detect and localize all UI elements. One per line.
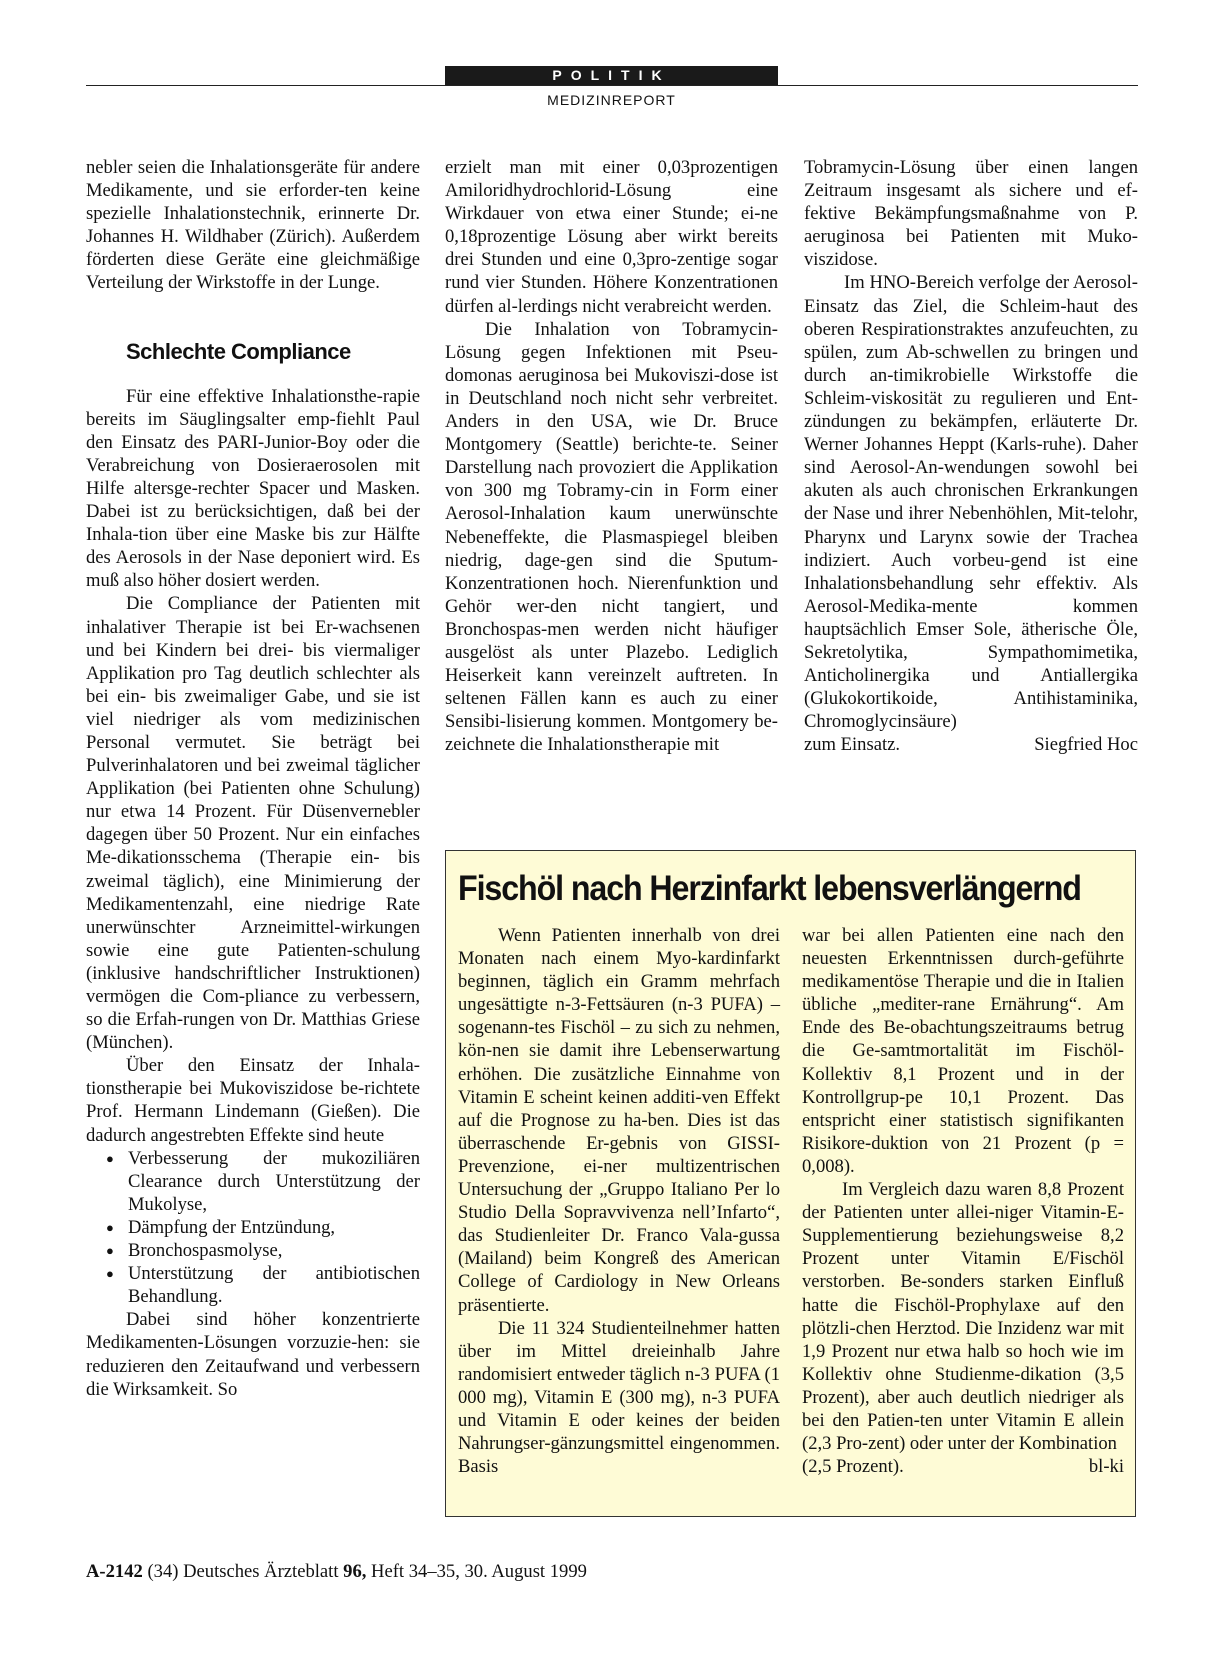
column-2 bbox=[445, 156, 778, 756]
bullet-item: ● Bronchospasmolyse, bbox=[86, 1239, 420, 1262]
column-3 bbox=[804, 156, 1138, 756]
paragraph-end: (2,5 Prozent). bbox=[802, 1456, 904, 1478]
volume-number: 96, bbox=[343, 1561, 367, 1582]
column-1 bbox=[86, 156, 420, 1401]
section-label: POLITIK bbox=[445, 66, 778, 85]
paragraph: Die Compliance der Patienten mit inhalativer Therapie ist bei Er-wachsenen und bei Kindern bei drei- bis viermaliger Applikation pro Tag deutlich schlechter als bei ein- bis zweimaliger Gabe, und sie ist viel niedriger als vom medizinischen Personal vermutet. Sie beträgt bei Pulverinhalatoren und bei zweimal täglicher Applikation (bei Patienten ohne Schulung) nur etwa 14 Prozent. Für Düsenvernebler dagegen über 50 Prozent. Nur ein einfaches Me-dikationsschema (Therapie ein- bis zweimal täglich), eine Minimierung der Medikamentenzahl, eine niedrige Rate unerwünschter Arzneimittel-wirkungen sowie eine gute Patienten-schulung (inklusive handschriftlicher Instruktionen) vermögen die Com-pliance zu verbessern, so die Erfah-rungen von Dr. Matthias Griese (München). bbox=[86, 593, 420, 1054]
header-rule bbox=[86, 85, 1138, 86]
author-signature: bl-ki bbox=[1088, 1456, 1124, 1478]
paragraph: Über den Einsatz der Inhala-tionstherapie bei Mukoviszidose be-richtete Prof. Hermann Lindemann (Gießen). Die dadurch angestrebten Effekte sind heute bbox=[86, 1055, 420, 1146]
page-number: A-2142 bbox=[86, 1561, 143, 1582]
paragraph: war bei allen Patienten eine nach den neuesten Erkenntnissen durch-geführte medikamentöse Therapie und die in Italien übliche „mediter-rane Ernährung“. Am Ende des Be-obachtungszeitraums betrug die Ge-samtmortalität im Fischöl-Kollektiv 8,1 Prozent und in der Kontrollgrup-pe 10,1 Prozent. Das entspricht einer statistisch signifikanten Risikore-duktion von 21 Prozent (p = 0,008). bbox=[802, 925, 1124, 1177]
page-footer bbox=[86, 1561, 587, 1583]
box-column-2 bbox=[802, 924, 1124, 1478]
paragraph: Wenn Patienten innerhalb von drei Monaten nach einem Myo-kardinfarkt beginnen, täglich ein Gramm mehrfach ungesättigte n-3-Fettsäuren (n-3 PUFA) – sogenann-tes Fischöl – zu sich zu nehmen, kön-nen sie damit ihre Lebenserwartung erhöhen. Die zusätzliche Einnahme von Vitamin E scheint keinen additi-ven Effekt auf die Prognose zu ha-ben. Dies ist das überraschende Er-gebnis von GISSI-Prevenzione, ei-ner multizentrischen Untersuchung der „Gruppo Italiano Per lo Studio Della Sopravvivenza nell’Infarto“, das Studienleiter Dr. Franco Vala-gussa (Mailand) beim Kongreß des American College of Cardiology in New Orleans präsentierte. bbox=[458, 925, 780, 1316]
paragraph: Für eine effektive Inhalationsthe-rapie bereits im Säuglingsalter emp-fiehlt Paul den Einsatz des PARI-Junior-Boy oder die Verabreichung von Dosieraerosolen mit Hilfe altersge-rechter Spacer und Masken. Dabei ist zu berücksichtigen, daß bei der Inhala-tion über eine Maske bis zur Hälfte des Aerosols in der Nase deponiert wird. Es muß also höher dosiert werden. bbox=[86, 385, 420, 592]
paragraph: nebler seien die Inhalationsgeräte für andere Medikamente, und sie erforder-ten keine spezielle Inhalationstechnik, erinnerte Dr. Johannes H. Wildhaber (Zürich). Außerdem förderten diese Geräte eine gleichmäßige Verteilung der Wirkstoffe in der Lunge. bbox=[86, 157, 420, 294]
paragraph-end: zum Einsatz. bbox=[804, 734, 901, 756]
signature-line bbox=[804, 733, 1138, 756]
footer-text: (34) Deutsches Ärzteblatt bbox=[142, 1561, 344, 1582]
subsection-label: MEDIZINREPORT bbox=[547, 92, 676, 108]
bullet-item: ● Dämpfung der Entzündung, bbox=[86, 1216, 420, 1239]
paragraph: Tobramycin-Lösung über einen langen Zeitraum insgesamt als sichere und ef-fektive Bekämpfungsmaßnahme von P. aeruginosa bei Patienten mit Muko-viszidose. bbox=[804, 157, 1138, 271]
bullet-list bbox=[86, 1147, 420, 1309]
bullet-item: ● Verbesserung der mukoziliären Clearance durch Unterstützung der Mukolyse, bbox=[86, 1147, 420, 1216]
paragraph: Im Vergleich dazu waren 8,8 Prozent der Patienten unter allei-niger Vitamin-E-Supplementierung beziehungsweise 8,2 Prozent unter Vitamin E/Fischöl verstorben. Be-sonders starken Einfluß hatte die Fischöl-Prophylaxe auf den plötzli-chen Herztod. Die Inzidenz war mit 1,9 Prozent nur etwa halb so hoch wie im Kollektiv ohne Studienme-dikation (3,5 Prozent), aber auch deutlich niedriger als bei den Patien-ten unter Vitamin E allein (2,3 Pro-zent) oder unter der Kombination bbox=[802, 1179, 1124, 1455]
paragraph: Im HNO-Bereich verfolge der Aerosol-Einsatz das Ziel, die Schleim-haut des oberen Respirationstraktes anzufeuchten, zu spülen, zum Ab-schwellen zu bringen und durch an-timikrobielle Wirkstoffe die Schleim-viskosität zu regulieren und Ent-zündungen zu bekämpfen, erläuterte Dr. Werner Johannes Heppt (Karls-ruhe). Daher sind Aerosol-An-wendungen sowohl bei akuten als auch chronischen Erkrankungen der Nase und ihrer Nebenhöhlen, Mit-telohr, Pharynx und Larynx sowie der Trachea indiziert. Auch vorbeu-gend ist eine Inhalationsbehandlung sehr effektiv. Als Aerosol-Medika-mente kommen hauptsächlich Emser Sole, ätherische Öle, Sekretolytika, Sympathomimetika, Anticholinergika und Antiallergika (Glukokortikoide, Antihistaminika, Chromoglycinsäure) bbox=[804, 272, 1138, 733]
news-box bbox=[445, 850, 1136, 1517]
paragraph: Dabei sind höher konzentrierte Medikamenten-Lösungen vorzuzie-hen: sie reduzieren den Zeitaufwand und verbessern die Wirksamkeit. So bbox=[86, 1309, 420, 1400]
paragraph: Die 11 324 Studienteilnehmer hatten über im Mittel dreieinhalb Jahre randomisiert entweder täglich n-3 PUFA (1 000 mg), Vitamin E (300 mg), n-3 PUFA und Vitamin E oder keines der beiden Nahrungser-gänzungsmittel eingenommen. Basis bbox=[458, 1317, 780, 1478]
section-heading: Schlechte Compliance bbox=[126, 338, 351, 364]
box-column-1 bbox=[458, 924, 780, 1478]
box-title: Fischöl nach Herzinfarkt lebensverlängernd bbox=[458, 869, 1081, 908]
author-signature: Siegfried Hoc bbox=[1034, 734, 1138, 756]
signature-line bbox=[802, 1455, 1124, 1478]
footer-text: Heft 34–35, 30. August 1999 bbox=[366, 1561, 587, 1582]
paragraph: erzielt man mit einer 0,03prozentigen Amiloridhydrochlorid-Lösung eine Wirkdauer von etwa einer Stunde; ei-ne 0,18prozentige Lösung aber wirkt bereits drei Stunden und eine 0,3pro-zentige sogar rund vier Stunden. Höhere Konzentrationen dürfen al-lerdings nicht verabreicht werden. bbox=[445, 157, 778, 317]
paragraph: Die Inhalation von Tobramycin-Lösung gegen Infektionen mit Pseu-domonas aeruginosa bei Mukoviszi-dose ist in Deutschland noch nicht sehr verbreitet. Anders in den USA, wie Dr. Bruce Montgomery (Seattle) berichte-te. Seiner Darstellung nach provoziert die Applikation von 300 mg Tobramy-cin in Form einer Aerosol-Inhalation kaum unerwünschte Nebeneffekte, die Plasmaspiegel bleiben niedrig, dage-gen sind die Sputum-Konzentrationen hoch. Nierenfunktion und Gehör wer-den nicht tangiert, und Bronchospas-men werden nicht häufiger ausgelöst als unter Plazebo. Lediglich Heiserkeit kann vereinzelt auftreten. In seltenen Fällen kann es auch zu einer Sensibi-lisierung kommen. Montgomery be-zeichnete die Inhalationstherapie mit bbox=[445, 318, 778, 756]
bullet-item: ● Unterstützung der antibiotischen Behandlung. bbox=[86, 1262, 420, 1308]
